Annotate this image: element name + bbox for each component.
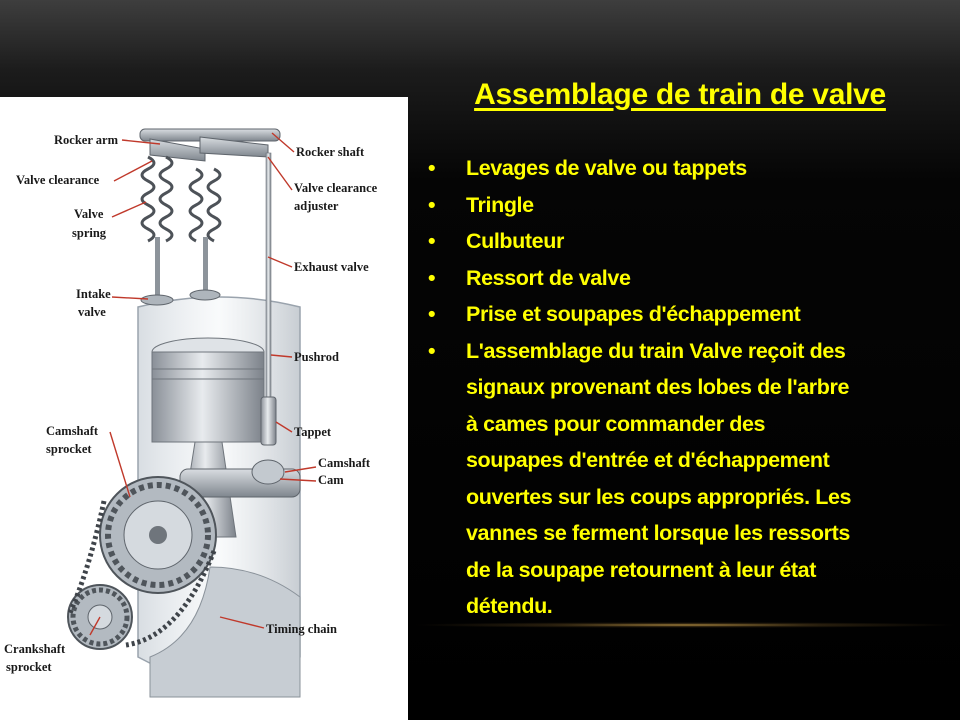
label-valve-clearance: Valve clearance <box>16 173 100 187</box>
decorative-divider <box>410 622 960 628</box>
bullet-marker: • <box>428 192 436 217</box>
camshaft-sprocket <box>100 477 216 593</box>
label-camshaft: Camshaft <box>318 456 371 470</box>
valve-spring <box>142 157 220 241</box>
label-exhaust-valve: Exhaust valve <box>294 260 369 274</box>
bullet-text: Prise et soupapes d'échappement <box>466 302 801 326</box>
label-intake-valve-line1: Intake <box>76 287 111 301</box>
bullet-marker: • <box>428 338 436 363</box>
exhaust-valve <box>203 237 208 295</box>
bullet-text: Culbuteur <box>466 229 564 253</box>
bullet-text: L'assemblage du train Valve reçoit des signaux provenant des lobes de l'arbre à cames pour commander des soupapes d'entrée et d'échappement ouvertes sur les coups appropriés. Les vannes se ferment lorsque les ressorts de la soupape retournent à leur état détendu. <box>466 338 852 618</box>
bullet-item <box>426 296 946 333</box>
label-camshaft-sprocket-line1: Camshaft <box>46 424 99 438</box>
intake-valve <box>155 237 160 299</box>
cam <box>252 460 284 484</box>
pushrod <box>266 153 271 403</box>
bullet-item <box>426 333 946 625</box>
label-valve-spring-line1: Valve <box>74 207 104 221</box>
bullet-text: Ressort de valve <box>466 265 631 290</box>
piston <box>152 352 264 442</box>
label-rocker-shaft: Rocker shaft <box>296 145 365 159</box>
label-timing-chain: Timing chain <box>266 622 337 636</box>
bullet-item <box>426 150 946 187</box>
slide-title: Assemblage de train de valve <box>474 78 886 111</box>
label-crankshaft-sprocket-line2: sprocket <box>6 660 52 674</box>
bullet-list <box>426 150 946 625</box>
bullet-text: Tringle <box>466 192 534 217</box>
bullet-marker: • <box>428 229 436 253</box>
bullet-item <box>426 187 946 224</box>
label-crankshaft-sprocket-line1: Crankshaft <box>4 642 66 656</box>
label-cam: Cam <box>318 473 344 487</box>
label-pushrod: Pushrod <box>294 350 339 364</box>
label-valve-clearance-adjuster-line1: Valve clearance <box>294 181 378 195</box>
label-valve-spring-line2: spring <box>72 226 107 240</box>
label-rocker-arm: Rocker arm <box>54 133 118 147</box>
engine-illustration <box>0 97 408 720</box>
bullet-marker: • <box>428 265 436 290</box>
label-intake-valve-line2: valve <box>78 305 106 319</box>
label-tappet: Tappet <box>294 425 332 439</box>
bullet-marker: • <box>428 302 436 326</box>
bullet-item <box>426 260 946 297</box>
bullet-text: Levages de valve ou tappets <box>466 156 747 180</box>
bullet-marker: • <box>428 156 436 180</box>
rocker-arm <box>150 139 205 161</box>
tappet <box>261 397 276 445</box>
bullet-item <box>426 223 946 260</box>
label-camshaft-sprocket-line2: sprocket <box>46 442 92 456</box>
valve-train-diagram <box>0 97 408 720</box>
label-valve-clearance-adjuster-line2: adjuster <box>294 199 339 213</box>
